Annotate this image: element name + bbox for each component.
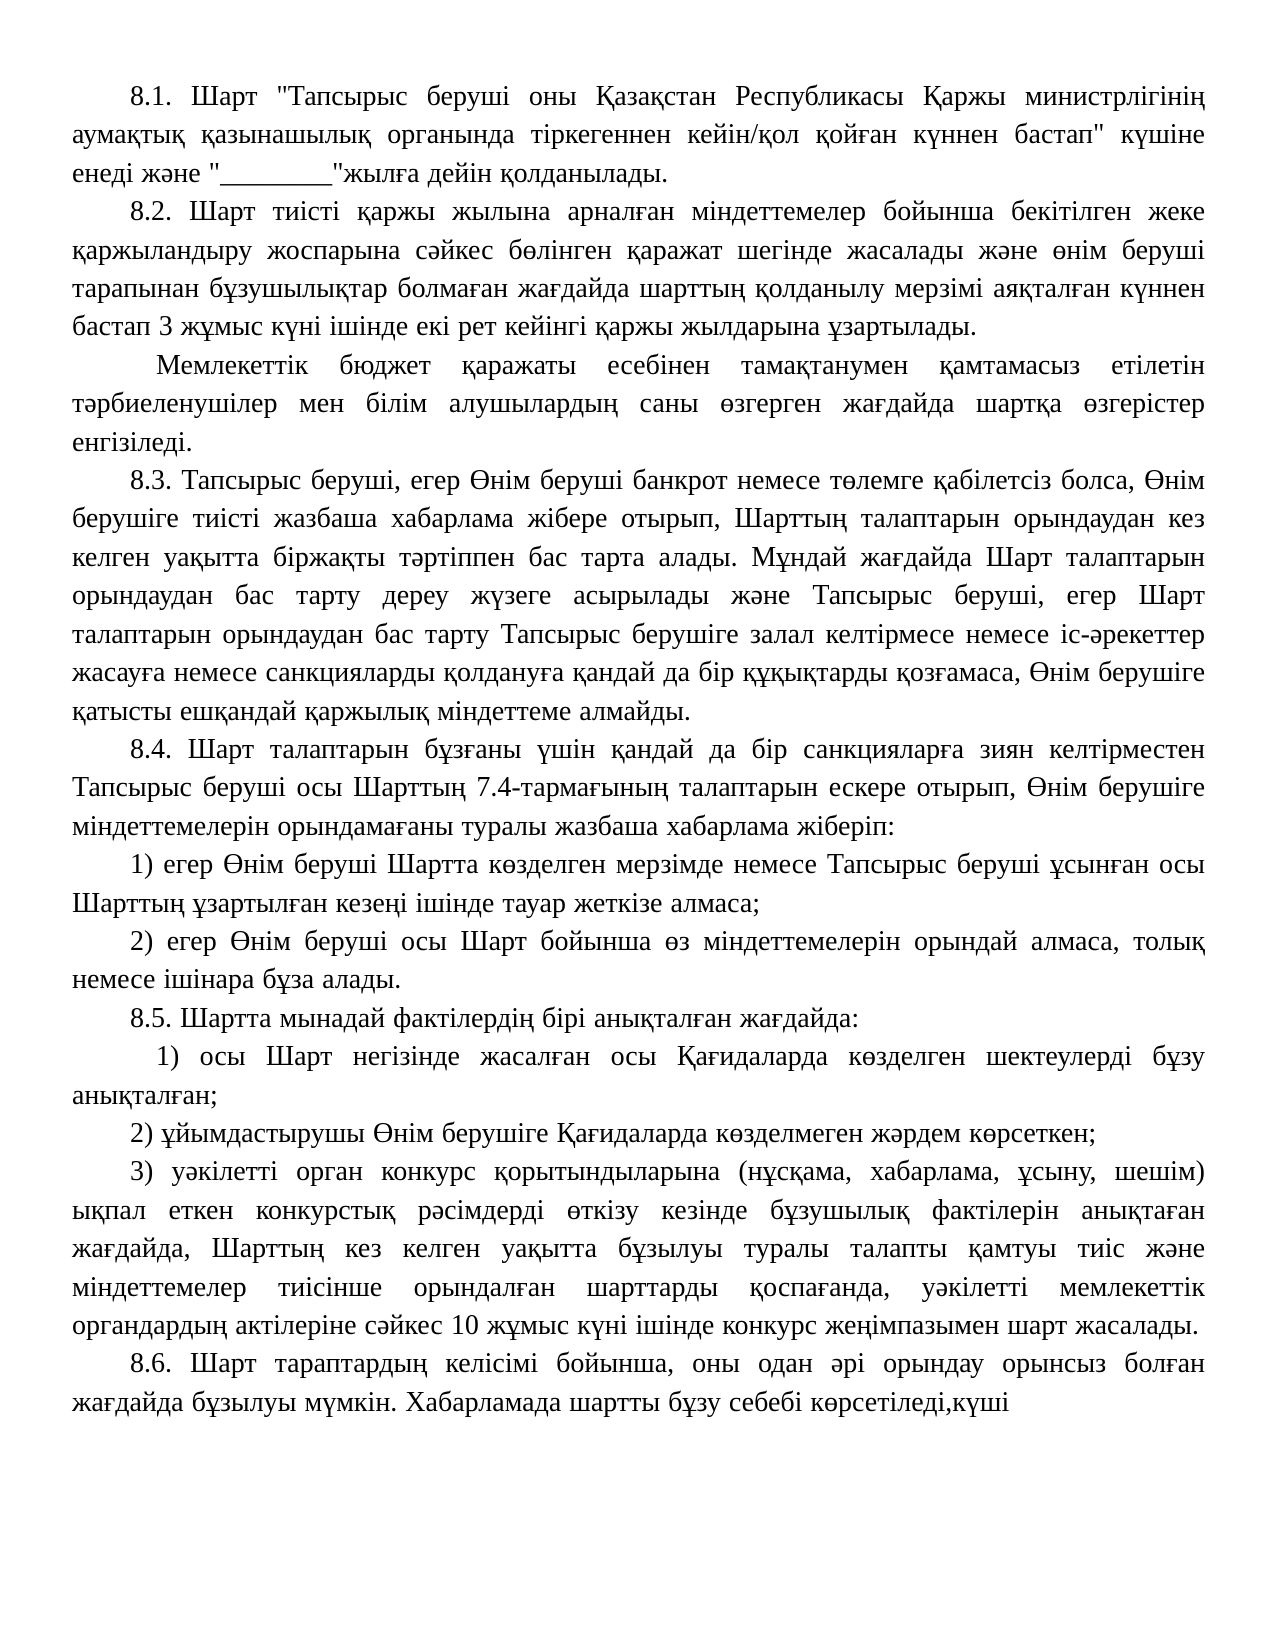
list-item-8-4-1: 1) егер Өнім беруші Шартта көзделген мерзімде немесе Тапсырыс беруші ұсынған осы Шарттың ұзартылған кезеңі ішінде тауар жеткізе алмаса; (72, 849, 1205, 919)
paragraph-8-4: 8.4. Шарт талаптарын бұзғаны үшін қандай да бір санкцияларға зиян келтірместен Тапсырыс беруші осы Шарттың 7.4-тармағының талаптарын ескере отырып, Өнім берушіге міндеттемелерін орындамағаны туралы жазбаша хабарлама жіберіп: (72, 733, 1205, 842)
list-item-8-5-3: 3) уәкілетті орган конкурс қорытындыларына (нұсқама, хабарлама, ұсыну, шешім) ықпал еткен конкурстық рәсімдерді өткізу кезінде бұзушылық фактілерін анықтаған жағдайда, Шарттың кез келген уақытта бұзылуы туралы талапты қамтуы тиіс және міндеттемелер тиісінше орындалған шарттарды қоспағанда, уәкілетті мемлекеттік органдардың актілеріне сәйкес 10 жұмыс күні ішінде конкурс жеңімпазымен шарт жасалады. (72, 1156, 1205, 1341)
paragraph-state-budget: Мемлекеттік бюджет қаражаты есебінен тамақтанумен қамтамасыз етілетін тәрбиеленушілер мен білім алушылардың саны өзгерген жағдайда шартқа өзгерістер енгізіледі. (72, 349, 1205, 458)
list-item-8-4-2: 2) егер Өнім беруші осы Шарт бойынша өз міндеттемелерін орындай алмаса, толық немесе ішінара бұза алады. (72, 925, 1205, 996)
list-item-8-5-2: 2) ұйымдастырушы Өнім берушіге Қағидаларда көзделмеген жәрдем көрсеткен; (130, 1117, 1097, 1149)
list-item-8-5-1: 1) осы Шарт негізінде жасалған осы Қағидаларда көзделген шектеулерді бұзу анықталған; (72, 1041, 1205, 1111)
paragraph-8-6: 8.6. Шарт тараптардың келісімі бойынша, оны одан әрі орындау орынсыз болған жағдайда бұзылуы мүмкін. Хабарламада шартты бұзу себебі көрсетіледі,күші (72, 1348, 1205, 1418)
paragraph-8-2: 8.2. Шарт тиісті қаржы жылына арналған міндеттемелер бойынша бекітілген жеке қаржыландыру жоспарына сәйкес бөлінген қаражат шегінде жасалады және өнім беруші тарапынан бұзушылықтар болмаған жағдайда шарттың қолданылу мерзімі аяқталған күннен бастап 3 жұмыс күні ішінде екі рет кейінгі қаржы жылдарына ұзартылады. (72, 196, 1205, 343)
paragraph-8-3: 8.3. Тапсырыс беруші, егер Өнім беруші банкрот немесе төлемге қабілетсіз болса, Өнім берушіге тиісті жазбаша хабарлама жібере отырып, Шарттың талаптарын орындаудан кез келген уақытта біржақты тәртіппен бас тарта алады. Мұндай жағдайда Шарт талаптарын орындаудан бас тарту дереу жүзеге асырылады және Тапсырыс беруші, егер Шарт талаптарын орындаудан бас тарту Тапсырыс берушіге залал келтірмесе немесе іс-әрекеттер жасауға немесе санкцияларды қолдануға қандай да бір құқықтарды қозғамаса, Өнім берушіге қатысты ешқандай қаржылық міндеттеме алмайды. (72, 465, 1205, 727)
paragraph-8-1: 8.1. Шарт "Тапсырыс беруші оны Қазақстан Республикасы Қаржы министрлігінің аумақтық қазынашылық органында тіркегеннен кейін/қол қойған күннен бастап" күшіне енеді және "________"жылға дейін қолданылады. (72, 81, 1205, 189)
paragraph-8-5: 8.5. Шартта мынадай фактілердің бірі анықталған жағдайда: (130, 1002, 860, 1034)
